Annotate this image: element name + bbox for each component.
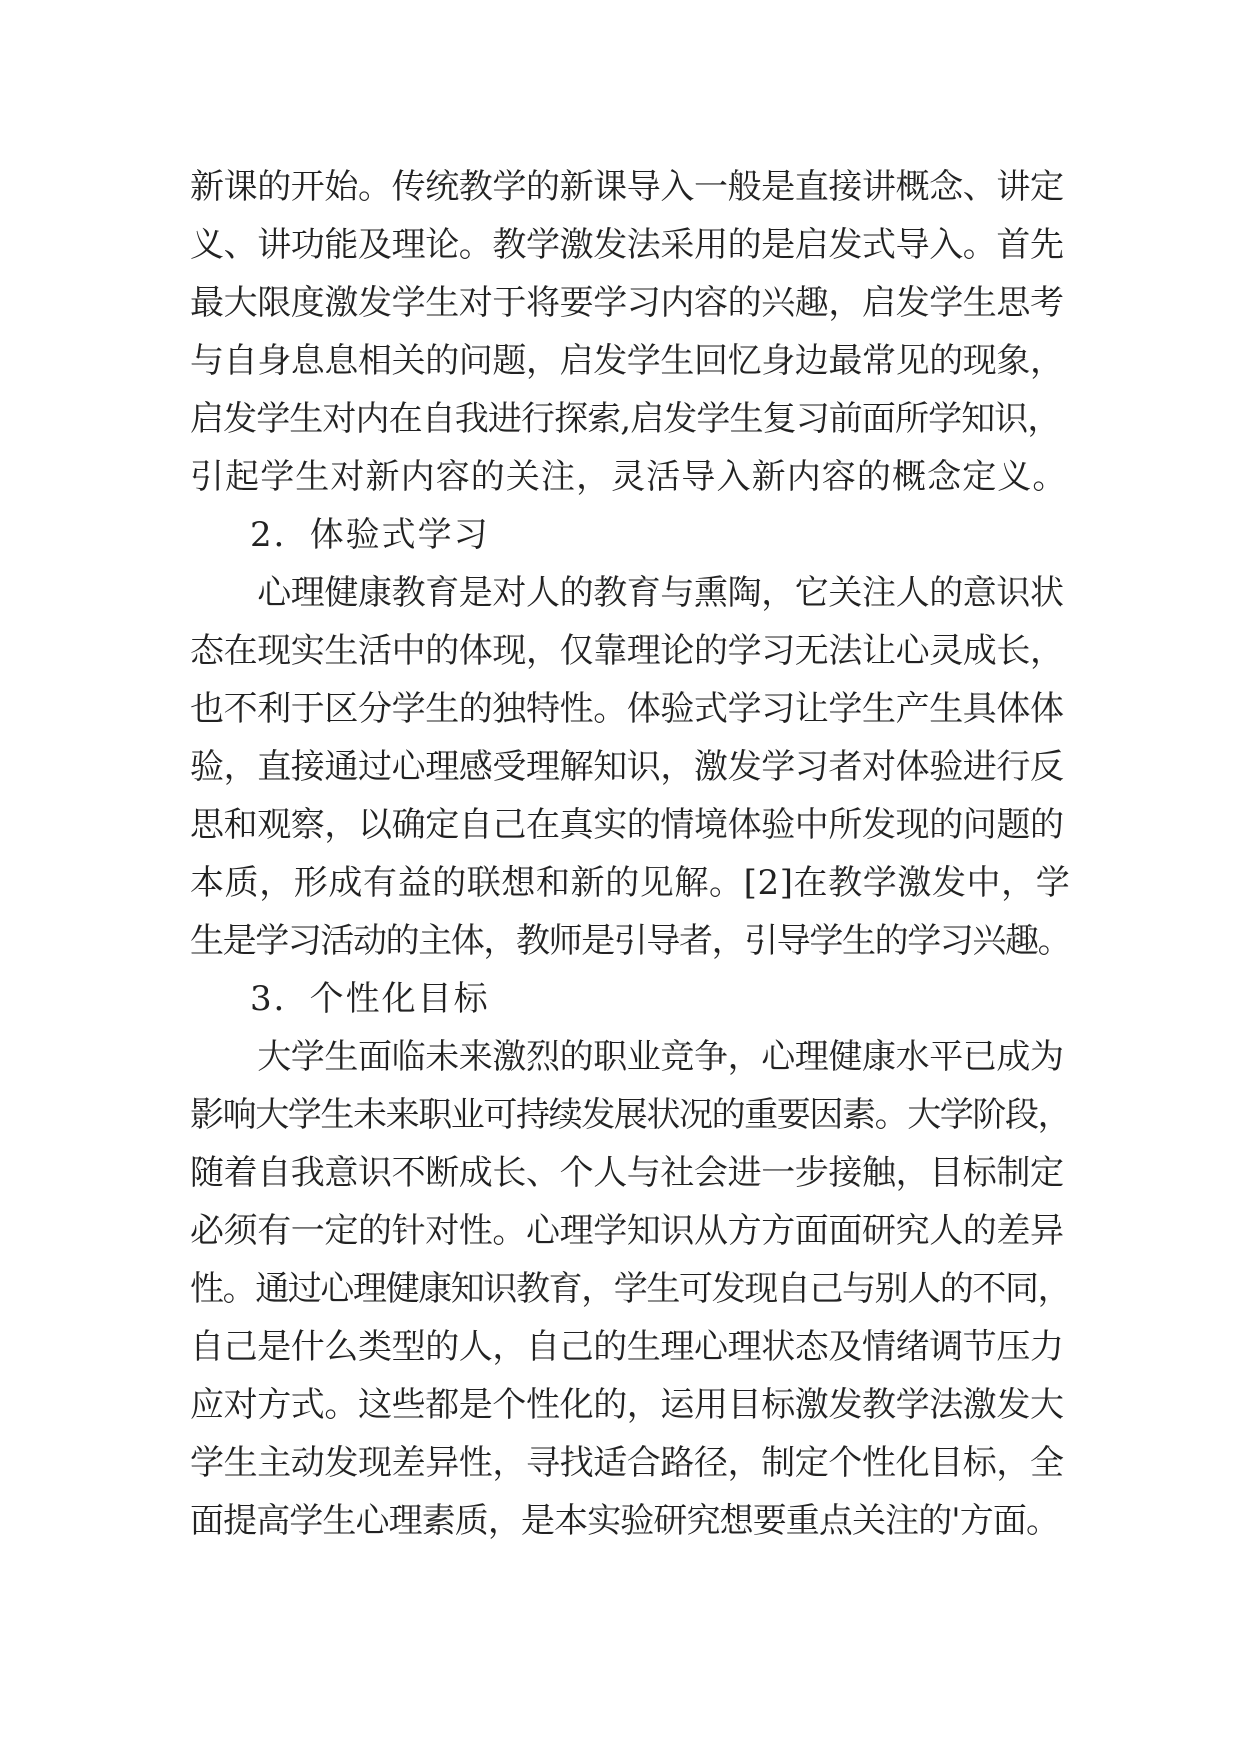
text-line: 心理健康教育是对人的教育与熏陶，它关注人的意识状: [190, 573, 1064, 613]
text-line: 与自身息息相关的问题，启发学生回忆身边最常见的现象，: [190, 341, 1064, 381]
text-line: 影响大学生未来职业可持续发展状况的重要因素。大学阶段，: [190, 1095, 1071, 1135]
text-line: 性。通过心理健康知识教育，学生可发现自己与别人的不同，: [190, 1269, 1071, 1309]
text-line: 生是学习活动的主体，教师是引导者，引导学生的学习兴趣。: [190, 921, 1071, 961]
text-line: 最大限度激发学生对于将要学习内容的兴趣，启发学生思考: [190, 283, 1064, 323]
text-line: 大学生面临未来激烈的职业竞争，心理健康水平已成为: [190, 1037, 1064, 1077]
section-heading: 3．个性化目标: [250, 979, 490, 1019]
text-line: 随着自我意识不断成长、个人与社会进一步接触，目标制定: [190, 1153, 1064, 1193]
text-line: 态在现实生活中的体现，仅靠理论的学习无法让心灵成长，: [190, 631, 1064, 671]
text-line: 思和观察，以确定自己在真实的情境体验中所发现的问题的: [190, 805, 1064, 845]
text-line: 学生主动发现差异性，寻找适合路径，制定个性化目标，全: [190, 1443, 1064, 1483]
text-line: 自己是什么类型的人，自己的生理心理状态及情绪调节压力: [190, 1327, 1064, 1367]
text-line: 必须有一定的针对性。心理学知识从方方面面研究人的差异: [190, 1211, 1064, 1251]
text-line: 新课的开始。传统教学的新课导入一般是直接讲概念、讲定: [190, 167, 1064, 207]
text-line: 义、讲功能及理论。教学激发法采用的是启发式导入。首先: [190, 225, 1064, 265]
text-line: 引起学生对新内容的关注，灵活导入新内容的概念定义。: [190, 457, 1068, 497]
text-line: 应对方式。这些都是个性化的，运用目标激发教学法激发大: [190, 1385, 1064, 1425]
text-line: 面提高学生心理素质，是本实验研究想要重点关注的'方面。: [190, 1501, 1060, 1541]
text-line: 本质，形成有益的联想和新的见解。[2]在教学激发中，学: [190, 863, 1071, 903]
text-line: 启发学生对内在自我进行探索,启发学生复习前面所学知识，: [190, 399, 1061, 439]
text-line: 也不利于区分学生的独特性。体验式学习让学生产生具体体: [190, 689, 1064, 729]
section-heading: 2．体验式学习: [250, 515, 490, 555]
text-line: 验，直接通过心理感受理解知识，激发学习者对体验进行反: [190, 747, 1064, 787]
body-text: [190, 158, 1070, 1550]
